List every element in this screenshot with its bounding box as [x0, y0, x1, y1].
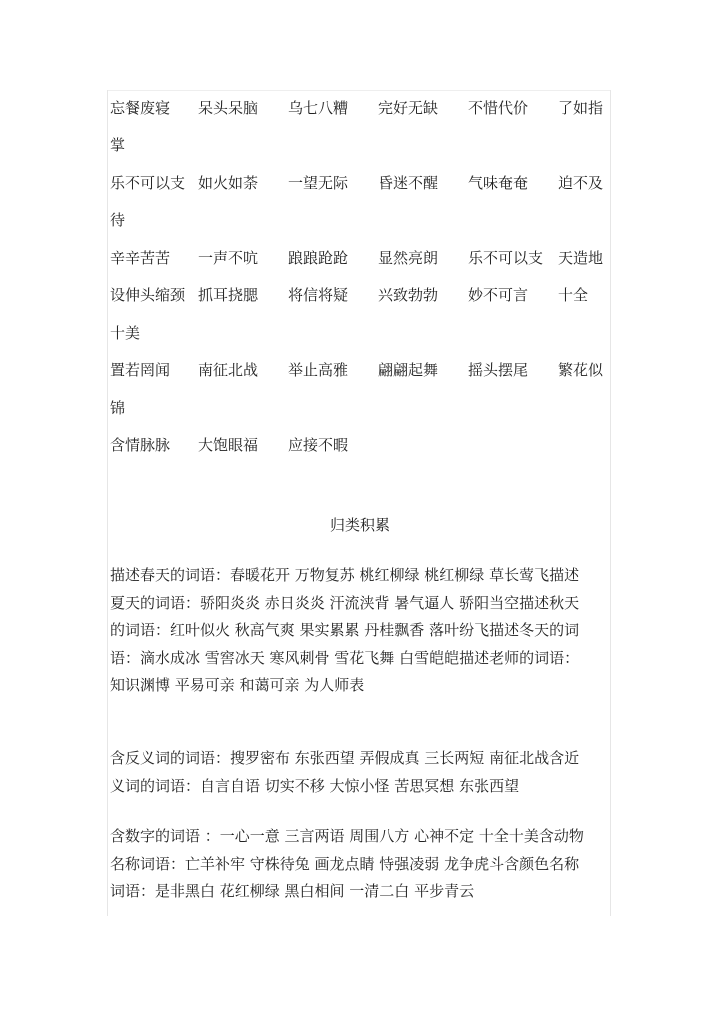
idiom-item: 如火如荼 [198, 174, 259, 192]
idiom-item: 兴致勃勃 [378, 286, 439, 304]
paragraph-line: 含数字的词语 ：一心一意 三言两语 周围八方 心神不定 十全十美含动物 [110, 827, 584, 845]
idiom-item: 待 [110, 211, 126, 229]
paragraph-line: 的词语：红叶似火 秋高气爽 果实累累 丹桂飘香 落叶纷飞描述冬天的词 [110, 621, 580, 639]
idiom-item: 翩翩起舞 [378, 361, 439, 379]
page-frame-left-border [107, 90, 108, 916]
page-frame-right-border [610, 90, 611, 916]
idiom-item: 乐不可以支 [110, 174, 186, 192]
idiom-row [110, 168, 610, 198]
idiom-item: 十美 [110, 324, 141, 342]
idiom-item: 妙不可言 [468, 286, 529, 304]
idiom-item: 应接不暇 [288, 436, 349, 454]
idiom-row [110, 430, 610, 460]
idiom-item: 气味奄奄 [468, 174, 529, 192]
idiom-row [110, 355, 610, 385]
idiom-row [110, 93, 610, 123]
idiom-item: 踉踉跄跄 [288, 249, 349, 267]
section-title: 归类积累 [329, 516, 390, 534]
idiom-row [110, 280, 610, 310]
idiom-item: 呆头呆脑 [198, 99, 259, 117]
idiom-item: 完好无缺 [378, 99, 439, 117]
idiom-item: 置若罔闻 [110, 361, 171, 379]
idiom-item: 天造地 [558, 249, 604, 267]
paragraph-line: 描述春天的词语：春暖花开 万物复苏 桃红柳绿 桃红柳绿 草长莺飞描述 [110, 566, 580, 584]
idiom-row [110, 318, 610, 348]
idiom-item: 显然亮朗 [378, 249, 439, 267]
idiom-item: 将信将疑 [288, 286, 349, 304]
idiom-item: 掌 [110, 136, 126, 154]
idiom-item: 忘餐废寝 [110, 99, 171, 117]
paragraph-number-animal-color-words [110, 823, 606, 906]
paragraph-line: 语：滴水成冰 雪窖冰天 寒风刺骨 雪花飞舞 白雪皑皑描述老师的词语： [110, 648, 580, 667]
idiom-item: 乐不可以支 [468, 249, 544, 267]
idiom-item: 设伸头缩颈 [110, 286, 186, 304]
idiom-item: 含情脉脉 [110, 436, 171, 454]
paragraph-line: 含反义词的词语：搜罗密布 东张西望 弄假成真 三长两短 南征北战含近 [110, 749, 580, 767]
paragraph-line: 夏天的词语：骄阳炎炎 赤日炎炎 汗流浃背 暑气逼人 骄阳当空描述秋天 [110, 593, 580, 612]
paragraph-line: 词语：是非黑白 花红柳绿 黑白相间 一清二白 平步青云 [110, 882, 475, 900]
paragraph-line: 知识渊博 平易可亲 和蔼可亲 为人师表 [110, 676, 365, 694]
paragraph-line: 义词的词语：自言自语 切实不移 大惊小怪 苦思冥想 东张西望 [110, 776, 520, 795]
idiom-item: 大饱眼福 [198, 436, 259, 454]
paragraph-season-and-teacher-words [110, 562, 606, 700]
idiom-row [110, 393, 610, 423]
idiom-item: 昏迷不醒 [378, 174, 439, 192]
idiom-item: 一声不吭 [198, 249, 259, 267]
idiom-item: 不惜代价 [468, 99, 529, 117]
idiom-item: 一望无际 [288, 174, 349, 192]
idiom-item: 南征北战 [198, 361, 259, 379]
idiom-item: 迫不及 [558, 174, 604, 192]
idiom-item: 摇头摆尾 [468, 361, 529, 379]
idiom-item: 举止高雅 [288, 361, 349, 379]
idiom-item: 锦 [110, 399, 126, 417]
idiom-item: 乌七八糟 [288, 99, 349, 117]
page-frame-top-border [107, 90, 611, 91]
paragraph-line: 名称词语：亡羊补牢 守株待兔 画龙点睛 恃强凌弱 龙争虎斗含颜色名称 [110, 854, 580, 873]
idiom-item: 了如指 [558, 99, 604, 117]
idiom-item: 抓耳挠腮 [198, 286, 259, 304]
idiom-item: 十全 [558, 286, 589, 304]
idiom-row [110, 243, 610, 273]
idiom-item: 繁花似 [558, 361, 604, 379]
paragraph-antonym-synonym-words [110, 745, 606, 800]
idiom-row [110, 130, 610, 160]
idiom-item: 辛辛苦苦 [110, 249, 171, 267]
idiom-row [110, 205, 610, 235]
